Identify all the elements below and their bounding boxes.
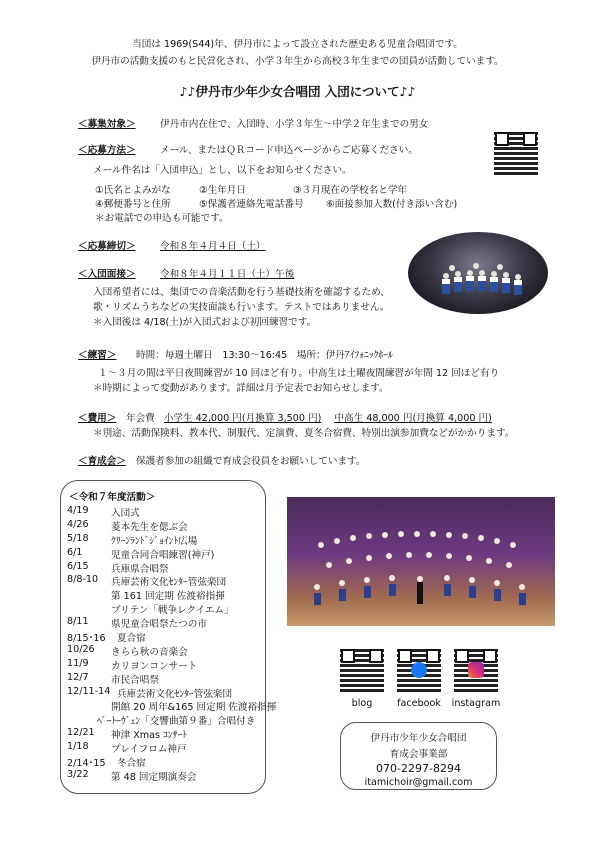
schedule-event: 入団式 bbox=[111, 508, 140, 519]
practice-text: 時間：毎週土曜日 13:30～16:45 場所：伊丹ｱｲﾌｫﾆｯｸﾎｰﾙ bbox=[136, 350, 393, 361]
fee-middle: 中高生 48,000 円 bbox=[334, 413, 413, 424]
info-item-1: ①氏名とよみがな bbox=[95, 185, 171, 196]
fee-elementary-monthly: (月換算 3,500 円) bbox=[241, 413, 322, 424]
info-item-5: ⑤保護者連絡先電話番号 bbox=[199, 199, 304, 210]
schedule-row bbox=[67, 658, 263, 672]
schedule-row bbox=[67, 672, 263, 686]
schedule-date: 6/15 bbox=[67, 560, 89, 572]
schedule-row bbox=[67, 602, 263, 616]
schedule-row bbox=[67, 505, 263, 519]
schedule-date: 12/7 bbox=[67, 671, 89, 683]
schedule-row bbox=[67, 686, 263, 700]
fee-middle-monthly: (月換算 4,000 円) bbox=[412, 413, 492, 424]
instagram-link[interactable]: instagram bbox=[451, 698, 501, 709]
fee-label: ＜費用＞ bbox=[78, 413, 117, 424]
schedule-row bbox=[67, 741, 263, 755]
phone-note: ＊お電話での申込も可能です。 bbox=[95, 213, 229, 224]
schedule-row bbox=[67, 533, 263, 547]
schedule-event: 県児童合唱祭たつの市 bbox=[111, 619, 207, 631]
info-item-2: ②生年月日 bbox=[199, 185, 246, 196]
schedule-row bbox=[67, 727, 263, 741]
schedule-row bbox=[67, 699, 277, 714]
concert-photo bbox=[287, 497, 555, 626]
schedule-event: ブリテン「戦争レクイエム」 bbox=[111, 605, 234, 617]
schedule-title: ＜令和７年度活動＞ bbox=[69, 492, 156, 503]
choir-stage-image bbox=[287, 497, 555, 626]
interview-desc-1: 入団希望者には、集団での音楽活動を行う基礎技術を確認するため、 bbox=[93, 287, 391, 298]
schedule-row bbox=[67, 644, 263, 658]
choir-photo-oval bbox=[408, 232, 548, 314]
schedule-row bbox=[67, 755, 263, 769]
instagram-qr-code[interactable] bbox=[454, 648, 498, 692]
schedule-event: 神津 Xmas ｺﾝｻｰﾄ bbox=[111, 730, 188, 742]
practice-note-2: ＊時期によって変動があります。詳細は月予定表でお知らせします。 bbox=[93, 383, 389, 394]
schedule-event: 兵庫芸術文化ｾﾝﾀｰ管弦楽団 bbox=[111, 577, 227, 589]
schedule-event: 冬合宿 bbox=[117, 758, 146, 770]
facebook-link[interactable]: facebook bbox=[397, 698, 441, 709]
schedule-row bbox=[67, 588, 263, 602]
schedule-event: 市民合唱祭 bbox=[111, 674, 159, 686]
intro-line-2: 伊丹市の活動支援のもと民営化され、小学３年生から高校３年生までの団員が活動しています。 bbox=[91, 56, 504, 67]
target-text: 伊丹市内在住で、入団時、小学３年生～中学２年生までの男女 bbox=[160, 119, 429, 130]
schedule-row bbox=[67, 519, 263, 533]
contact-email[interactable]: itamichoir@gmail.com bbox=[364, 777, 473, 788]
schedule-event: ｸﾘｰﾝﾗﾝﾄﾞｼﾞｮｲﾝﾄ広場 bbox=[111, 535, 198, 547]
deadline-text: 令和８年４月４日（土） bbox=[160, 241, 266, 252]
facebook-qr-code[interactable] bbox=[397, 648, 441, 692]
schedule-row bbox=[67, 713, 263, 727]
facebook-icon bbox=[411, 662, 427, 678]
info-item-6: ⑥面接参加人数(付き添い含む) bbox=[326, 199, 458, 210]
schedule-row bbox=[67, 630, 263, 644]
schedule-date: 4/19 bbox=[67, 505, 89, 516]
intro bbox=[0, 36, 595, 67]
schedule-row bbox=[67, 561, 263, 575]
mail-instruction: メール件名は「入団申込」とし、以下をお知らせください。 bbox=[93, 165, 352, 176]
fee-note: ＊別途、活動保険料、教本代、制服代、定演費、夏冬合宿費、特別出演参加費などがかかります。 bbox=[93, 428, 515, 439]
contact-org: 伊丹市少年少女合唱団 bbox=[370, 733, 467, 744]
interview-label: ＜入団面接＞ bbox=[78, 269, 136, 280]
schedule-date: 12/21 bbox=[67, 727, 95, 739]
method-label: ＜応募方法＞ bbox=[78, 145, 136, 156]
schedule-event: ﾍﾞｰﾄｰｳﾞｪﾝ「交響曲第９番」合唱付き bbox=[97, 716, 256, 728]
interview-desc-3: ＊入団後は 4/18(土)が入団式および初回練習です。 bbox=[93, 317, 317, 328]
schedule-box bbox=[60, 480, 277, 794]
info-item-4: ④郵便番号と住所 bbox=[95, 199, 171, 210]
schedule-event: カリヨンコンサート bbox=[111, 660, 198, 672]
contact-dept: 育成会事業部 bbox=[389, 749, 448, 760]
fee-line bbox=[126, 410, 492, 424]
schedule-date: 12/11-14 bbox=[67, 685, 111, 697]
deadline-label: ＜応募締切＞ bbox=[78, 241, 136, 252]
schedule-date: 3/22 bbox=[67, 768, 89, 780]
blog-qr-code[interactable] bbox=[340, 648, 384, 692]
schedule-event: 開館 20 周年&165 回定期 佐渡裕指揮 bbox=[111, 702, 277, 714]
schedule-row bbox=[67, 547, 263, 561]
schedule-row bbox=[67, 616, 263, 630]
schedule-event: 第 48 回定期演奏会 bbox=[111, 771, 197, 783]
schedule-event: プレイフロム神戸 bbox=[111, 744, 187, 756]
interview-desc-2: 歌・リズムうちなどの実技面談も行います。テストではありません。 bbox=[93, 302, 390, 313]
choir-singers-image bbox=[408, 232, 548, 314]
blog-link[interactable]: blog bbox=[351, 698, 373, 709]
contact-phone[interactable]: 070-2297-8294 bbox=[376, 762, 461, 775]
schedule-event: きらら秋の音楽会 bbox=[111, 646, 188, 658]
parents-text: 保護者参加の組織で育成会役員をお願いしています。 bbox=[136, 456, 366, 467]
schedule-event: 児童合同合唱練習(神戸) bbox=[111, 549, 215, 561]
schedule-date: 8/15･16 bbox=[67, 633, 106, 645]
schedule-event: 第 161 回定期 佐渡裕指揮 bbox=[111, 591, 225, 603]
instagram-icon bbox=[468, 662, 484, 678]
schedule-event: 夏合宿 bbox=[117, 633, 146, 645]
schedule-event: 兵庫県合唱祭 bbox=[111, 563, 169, 575]
practice-note-1: １～３月の間は平日夜間練習が 10 回ほど有り。中高生は土曜夜間練習が年間 12 回ほど有り bbox=[98, 368, 500, 379]
page-title: ♪♪伊丹市少年少女合唱団 入団について♪♪ bbox=[179, 84, 416, 99]
schedule-date: 6/1 bbox=[67, 546, 83, 558]
schedule-date: 2/14･15 bbox=[67, 758, 106, 770]
fee-prefix: 年会費 bbox=[126, 413, 155, 424]
target-label: ＜募集対象＞ bbox=[78, 119, 136, 130]
schedule-event: 兵庫芸術文化ｾﾝﾀｰ管弦楽団 bbox=[117, 688, 233, 700]
parents-label: ＜育成会＞ bbox=[78, 456, 126, 467]
apply-qr-code[interactable] bbox=[494, 131, 538, 175]
contact-box bbox=[340, 722, 497, 790]
schedule-event: 菱本先生を偲ぶ会 bbox=[111, 521, 188, 533]
practice-label: ＜練習＞ bbox=[78, 350, 117, 361]
intro-line-1: 当団は 1969(S44)年、伊丹市によって設立された歴史ある児童合唱団です。 bbox=[132, 39, 463, 50]
interview-text: 令和８年４月１１日（土）午後 bbox=[160, 269, 295, 280]
schedule-date: 5/18 bbox=[67, 532, 89, 544]
schedule-list bbox=[67, 505, 277, 783]
schedule-date: 4/26 bbox=[67, 518, 89, 530]
method-text: メール、またはＱＲコード申込ページからご応募ください。 bbox=[160, 145, 418, 156]
schedule-date: 8/11 bbox=[67, 616, 89, 628]
schedule-date: 10/26 bbox=[67, 643, 95, 655]
schedule-date: 8/8-10 bbox=[67, 574, 99, 586]
schedule-row bbox=[67, 769, 263, 783]
info-item-3: ③３月現在の学校名と学年 bbox=[293, 185, 408, 196]
fee-elementary: 小学生 42,000 円 bbox=[163, 413, 242, 424]
schedule-row bbox=[67, 574, 263, 588]
schedule-date: 1/18 bbox=[67, 741, 89, 753]
schedule-date: 11/9 bbox=[67, 657, 89, 669]
